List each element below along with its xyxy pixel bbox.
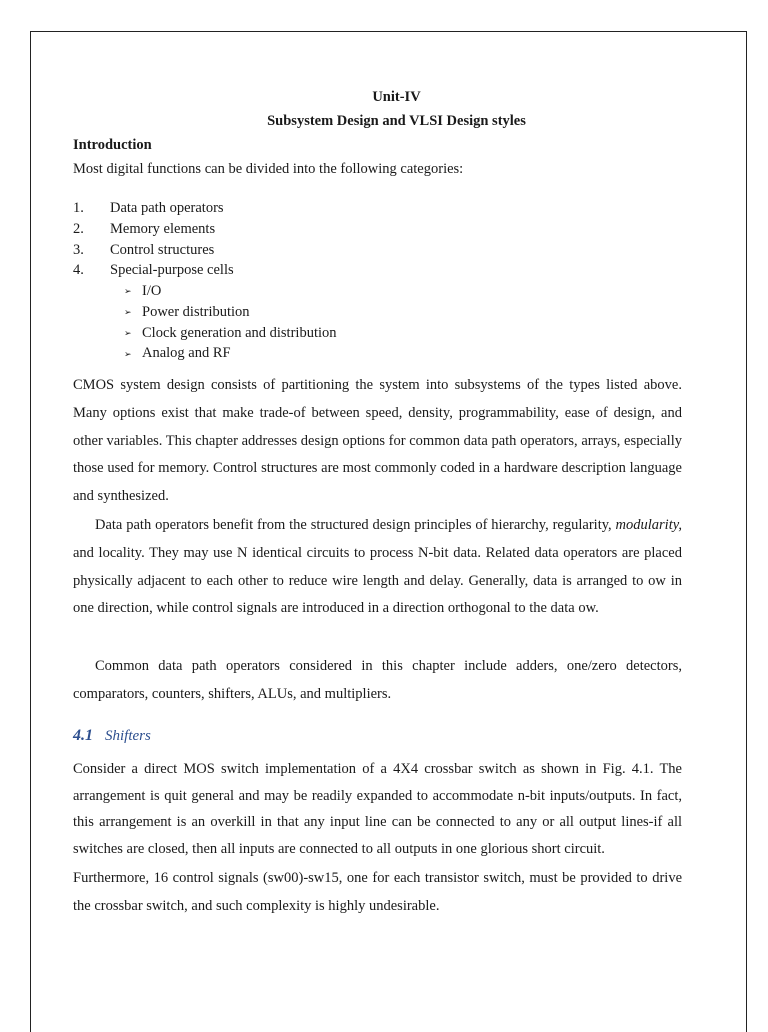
list-label: Memory elements xyxy=(110,220,216,237)
list-number: 4. xyxy=(73,262,84,279)
section-heading xyxy=(73,727,151,745)
list-label: Clock generation and distribution xyxy=(142,324,337,341)
list-item xyxy=(73,198,234,219)
list-label: Control structures xyxy=(110,241,215,258)
paragraph-data-path xyxy=(73,512,682,623)
paragraph-control-signals: Furthermore, 16 control signals (sw00)-sw15, one for each transistor switch, must be provided to drive the crossbar switch, and such complexity is highly undesirable. xyxy=(73,870,682,914)
subcategory-list xyxy=(124,281,337,364)
list-item xyxy=(73,240,234,261)
list-item xyxy=(124,281,337,302)
emphasis-text: modularity, xyxy=(615,517,682,533)
unit-title: Unit-IV xyxy=(372,89,421,105)
arrow-bullet-icon: ➢ xyxy=(124,286,132,297)
list-item xyxy=(73,219,234,240)
list-item xyxy=(124,323,337,344)
list-number: 1. xyxy=(73,200,84,216)
paragraph-text: Data path operators benefit from the structured design principles of hierarchy, regularity, xyxy=(95,517,616,533)
arrow-bullet-icon: ➢ xyxy=(124,307,132,318)
introduction-text: Most digital functions can be divided into the following categories: xyxy=(73,161,464,177)
list-number: 3. xyxy=(73,241,84,258)
list-item xyxy=(124,343,337,364)
section-number: 4.1 xyxy=(73,727,93,744)
introduction-heading: Introduction xyxy=(73,137,152,153)
category-list xyxy=(73,198,234,281)
paragraph-cmos-design: CMOS system design consists of partitioning the system into subsystems of the types listed above. Many options exist that make trade-of between speed, density, programmability, ease of design, and other variables. This chapter addresses design options for common data path operators, arrays, especially those used for memory. Control structures are most commonly coded in a hardware description language and synthesized. xyxy=(73,377,682,505)
arrow-bullet-icon: ➢ xyxy=(124,348,132,359)
paragraph-text: and locality. They may use N identical circuits to process N-bit data. Related data operators are placed physically adjacent to each other to reduce wire length and delay. Generally, data is arranged to ow in one direction, while control signals are introduced in a direction orthogonal to the data ow. xyxy=(73,544,682,617)
document-title: Subsystem Design and VLSI Design styles xyxy=(267,113,526,129)
arrow-bullet-icon: ➢ xyxy=(124,327,132,338)
list-item xyxy=(73,260,234,281)
list-item xyxy=(124,302,337,323)
section-title: Shifters xyxy=(105,728,151,744)
list-label: Analog and RF xyxy=(142,345,231,362)
list-label: Special-purpose cells xyxy=(110,262,234,279)
list-label: I/O xyxy=(142,283,162,299)
list-number: 2. xyxy=(73,220,84,237)
paragraph-crossbar: Consider a direct MOS switch implementation of a 4X4 crossbar switch as shown in Fig. 4.1. The arrangement is quit general and may be readily expanded to accommodate n-bit inputs/outputs. In fact, this arrangement is an overkill in that any input line can be connected to any or all output lines-if all switches are closed, then all inputs are connected to all outputs in one glorious short circuit. xyxy=(73,761,682,857)
list-label: Power distribution xyxy=(142,303,250,320)
paragraph-common-operators: Common data path operators considered in this chapter include adders, one/zero detectors, comparators, counters, shifters, ALUs, and multipliers. xyxy=(73,658,682,702)
list-label: Data path operators xyxy=(110,200,224,216)
